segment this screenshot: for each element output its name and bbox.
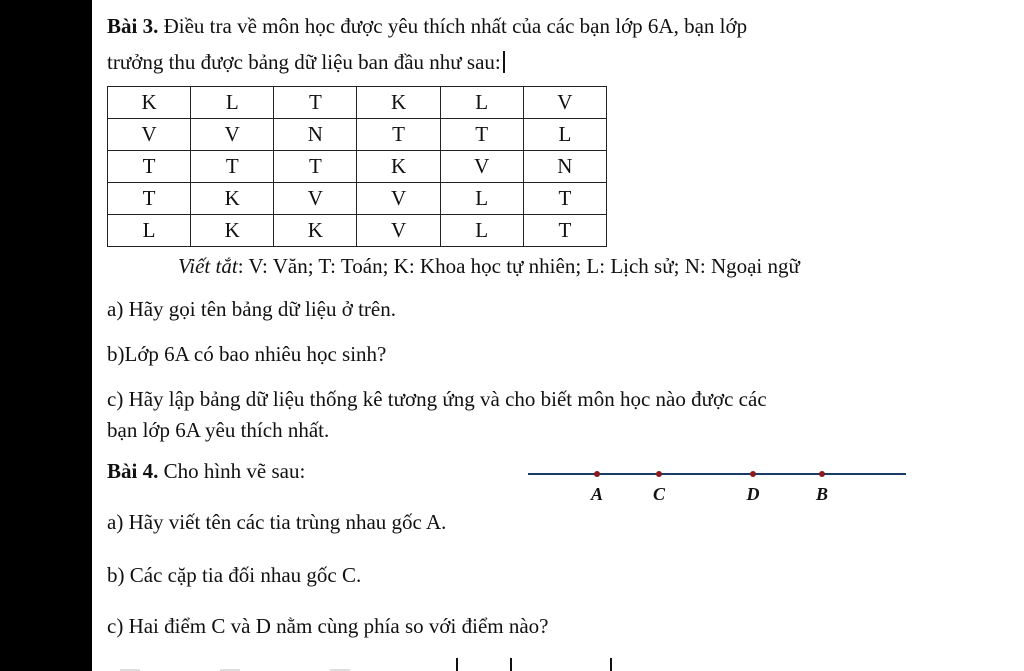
table-cell: K: [191, 183, 274, 215]
table-cell: T: [274, 151, 357, 183]
point-label-c: C: [652, 484, 666, 504]
table-cell: L: [440, 215, 523, 247]
question-3b: b)Lớp 6A có bao nhiêu học sinh?: [107, 342, 387, 366]
table-cell: T: [274, 87, 357, 119]
survey-data-table: [107, 86, 607, 247]
question-3c-line2: bạn lớp 6A yêu thích nhất.: [107, 418, 330, 442]
bai3-line1: [107, 14, 747, 38]
bai4-intro-text: Cho hình vẽ sau:: [158, 459, 306, 483]
question-4c: c) Hai điểm C và D nằm cùng phía so với điểm nào?: [107, 614, 549, 638]
table-row: [108, 151, 607, 183]
question-4b: b) Các cặp tia đối nhau gốc C.: [107, 563, 362, 587]
bai4-heading: [107, 459, 305, 483]
table-cell: K: [274, 215, 357, 247]
table-row: [108, 183, 607, 215]
bai3-label: Bài 3.: [107, 14, 159, 38]
table-cell: N: [523, 151, 606, 183]
table-cell: V: [440, 151, 523, 183]
table-cell: L: [191, 87, 274, 119]
table-cell: N: [274, 119, 357, 151]
question-3c-line1: c) Hãy lập bảng dữ liệu thống kê tương ứng và cho biết môn học nào được các: [107, 387, 767, 411]
table-cell: L: [440, 183, 523, 215]
table-cell: T: [191, 151, 274, 183]
table-cell: K: [357, 151, 440, 183]
bai3-intro-text: Điều tra về môn học được yêu thích nhất của các bạn lớp 6A, bạn lớp: [163, 14, 748, 38]
bai3-line2: [107, 50, 505, 74]
table-cell: T: [523, 215, 606, 247]
point-label-a: A: [590, 484, 604, 504]
table-cell: L: [440, 87, 523, 119]
abbreviation-label: Viết tắt: [178, 254, 238, 278]
abbreviation-text: : V: Văn; T: Toán; K: Khoa học tự nhiên; L: Lịch sử; N: Ngoại ngữ: [237, 254, 800, 278]
text-cursor: [503, 51, 505, 73]
question-3a: a) Hãy gọi tên bảng dữ liệu ở trên.: [107, 297, 396, 321]
table-cell: L: [523, 119, 606, 151]
table-row: [108, 119, 607, 151]
point-b: [819, 471, 825, 477]
point-d: [750, 471, 756, 477]
table-cell: K: [108, 87, 191, 119]
table-cell: T: [108, 183, 191, 215]
table-cell: V: [274, 183, 357, 215]
table-cell: V: [357, 183, 440, 215]
point-label-d: D: [746, 484, 760, 504]
point-a: [594, 471, 600, 477]
point-label-b: B: [815, 484, 829, 504]
point-c: [656, 471, 662, 477]
table-cell: T: [523, 183, 606, 215]
bai3-intro-text-cont: trưởng thu được bảng dữ liệu ban đầu như sau:: [107, 50, 501, 74]
bai4-label: Bài 4.: [107, 459, 159, 483]
table-row: [108, 215, 607, 247]
table-cell: V: [108, 119, 191, 151]
table-cell: T: [108, 151, 191, 183]
table-cell: K: [191, 215, 274, 247]
left-black-margin: [0, 0, 92, 671]
table-cell: T: [440, 119, 523, 151]
table-cell: L: [108, 215, 191, 247]
question-4a: a) Hãy viết tên các tia trùng nhau gốc A.: [107, 510, 447, 534]
table-cell: V: [191, 119, 274, 151]
line-figure: [520, 462, 910, 510]
table-cell: K: [357, 87, 440, 119]
abbreviation-note: [178, 254, 800, 279]
cropped-next-line: [100, 650, 1020, 671]
table-row: [108, 87, 607, 119]
table-cell: V: [357, 215, 440, 247]
table-cell: T: [357, 119, 440, 151]
table-cell: V: [523, 87, 606, 119]
